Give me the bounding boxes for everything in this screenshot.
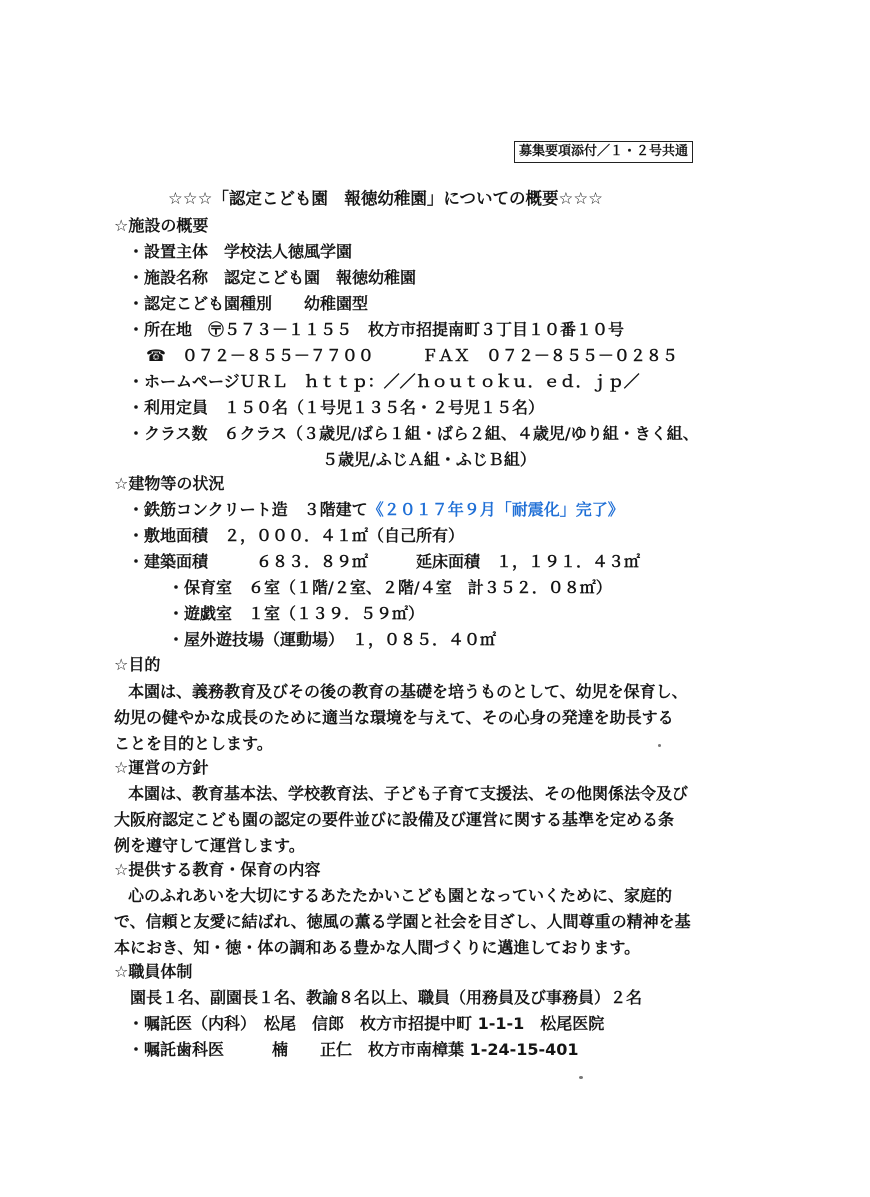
building-playground: ・屋外遊技場（運動場） １，０８５．４０㎡ [168, 630, 497, 649]
facility-classes: ・クラス数 ６クラス（３歳児/ばら１組・ばら２組、４歳児/ゆり組・きく組、 [128, 424, 699, 443]
section-heading-building: ☆建物等の状況 [114, 474, 225, 493]
education-text: で、信頼と友愛に結ばれ、徳風の薫る学園と社会を目ざし、人間尊重の精神を基 [114, 912, 691, 931]
building-site-area: ・敷地面積 ２，０００．４１㎡（自己所有） [128, 526, 465, 545]
section-heading-staff: ☆職員体制 [114, 962, 193, 981]
purpose-text: 本園は、義務教育及びその後の教育の基礎を培うものとして、幼児を保育し、 [128, 682, 688, 701]
quake-proof-note: 《２０１７年９月「耐震化」完了》 [367, 500, 624, 519]
staff-summary: 園長１名、副園長１名、教諭８名以上、職員（用務員及び事務員）２名 [130, 988, 643, 1007]
building-floor-area: ・建築面積 ６８３．８９㎡ 延床面積 １，１９１．４３㎡ [128, 552, 641, 571]
section-heading-purpose: ☆目的 [114, 655, 161, 674]
purpose-text: ことを目的とします。 [114, 734, 273, 753]
facility-homepage: ・ホームページＵＲＬ ｈｔｔｐ：／／ｈｏｕｔｏｋｕ．ｅｄ．ｊｐ／ [128, 372, 640, 391]
building-line [128, 500, 624, 520]
page-title: ☆☆☆「認定こども園 報徳幼稚園」についての概要☆☆☆ [168, 189, 603, 208]
education-text: 本におき、知・徳・体の調和ある豊かな人間づくりに邁進しております。 [114, 938, 641, 957]
staff-doctor: ・嘱託医（内科） 松尾 信郎 枚方市招提中町 1-1-1 松尾医院 [128, 1014, 605, 1033]
section-heading-facility: ☆施設の概要 [114, 216, 209, 235]
facility-capacity: ・利用定員 １５０名（１号児１３５名・２号児１５名） [128, 398, 545, 417]
facility-line: ・設置主体 学校法人徳風学園 [128, 242, 353, 261]
scan-speck [658, 744, 661, 747]
policy-text: 本園は、教育基本法、学校教育法、子ども子育て支援法、その他関係法令及び [128, 784, 689, 803]
building-nursery-rooms: ・保育室 ６室（１階/２室、２階/４室 計３５２．０８㎡） [168, 578, 612, 597]
facility-address: ・所在地 〶５７３－１１５５ 枚方市招提南町３丁目１０番１０号 [128, 320, 625, 339]
scan-speck [579, 1076, 583, 1079]
staff-dentist: ・嘱託歯科医 楠 正仁 枚方市南樟葉 1-24-15-401 [128, 1040, 579, 1059]
section-heading-education: ☆提供する教育・保育の内容 [114, 860, 321, 879]
purpose-text: 幼児の健やかな成長のために適当な環境を与えて、その心身の発達を助長する [114, 708, 674, 727]
building-structure: ・鉄筋コンクリート造 ３階建て [128, 500, 368, 519]
facility-line: ・施設名称 認定こども園 報徳幼稚園 [128, 268, 417, 287]
section-heading-policy: ☆運営の方針 [114, 758, 209, 777]
facility-classes-cont: ５歳児/ふじＡ組・ふじＢ組） [322, 450, 536, 469]
policy-text: 例を遵守して運営します。 [114, 836, 305, 855]
facility-line: ・認定こども園種別 幼稚園型 [128, 294, 369, 313]
facility-phone-fax: ☎ ０７２－８５５－７７００ ＦＡＸ ０７２－８５５－０２８５ [146, 346, 678, 365]
education-text: 心のふれあいを大切にするあたたかいこども園となっていくために、家庭的 [128, 886, 673, 905]
header-tag: 募集要項添付／１・２号共通 [514, 141, 693, 163]
policy-text: 大阪府認定こども園の認定の要件並びに設備及び運営に関する基準を定める条 [114, 810, 675, 829]
building-playroom: ・遊戯室 １室（１３９．５９㎡） [168, 604, 425, 623]
